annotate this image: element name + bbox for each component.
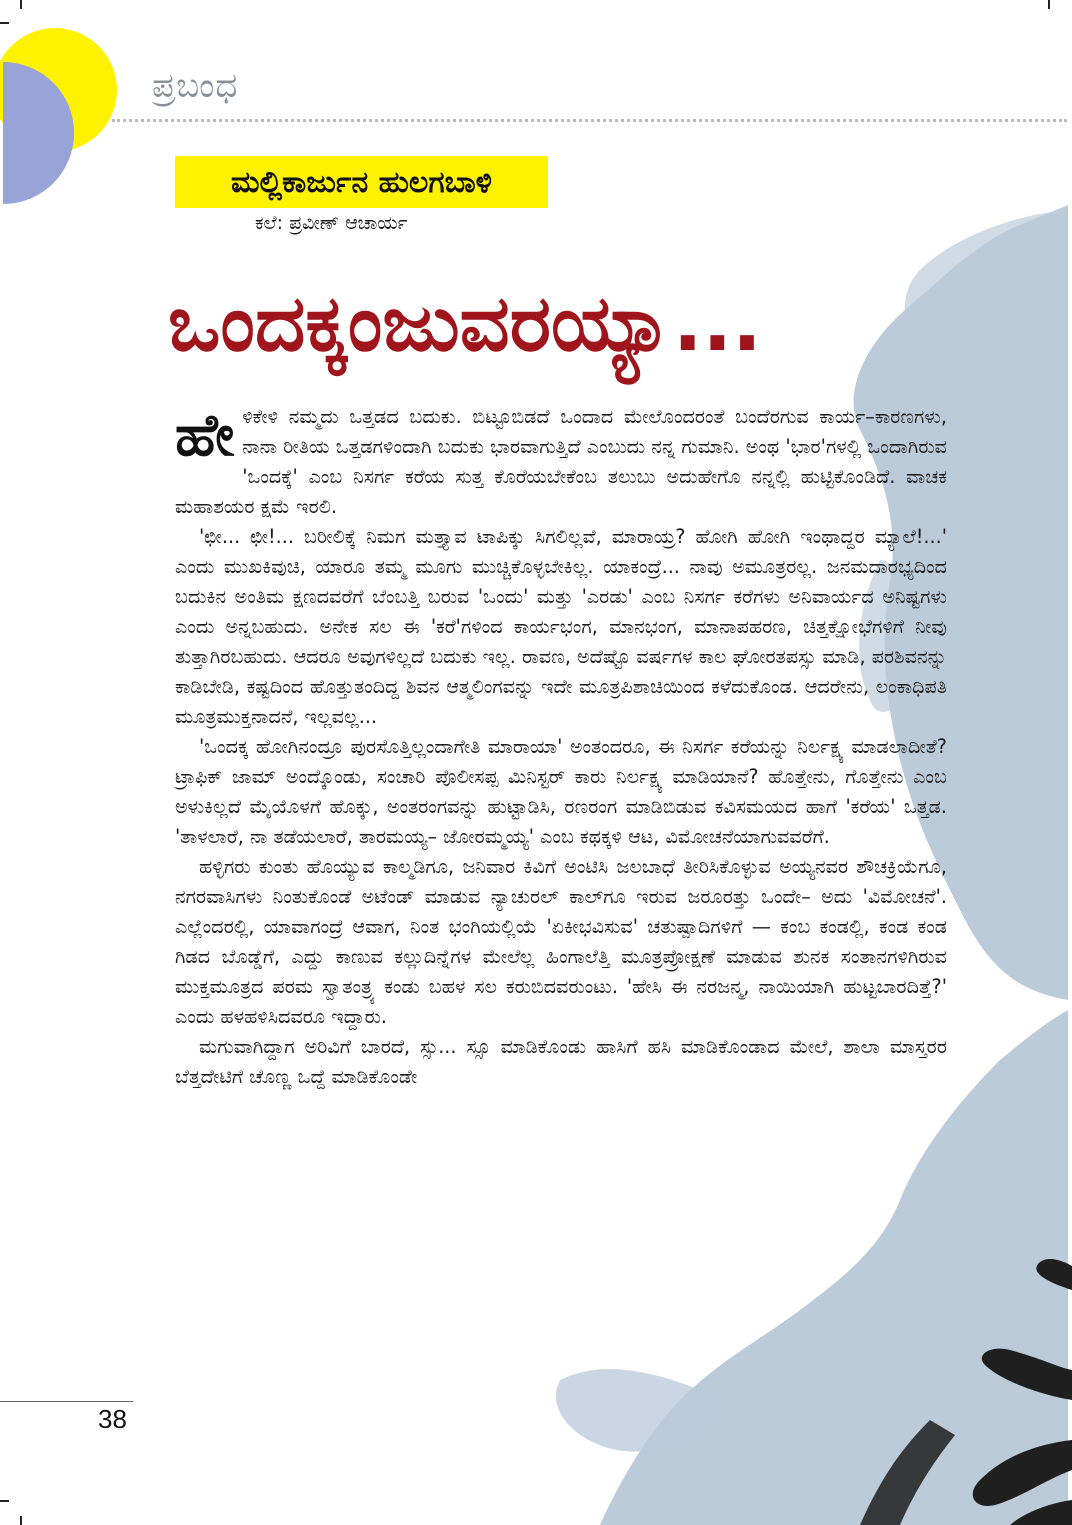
article-paragraph: 'ಒಂದಕ್ಕ ಹೋಗಿನಂದ್ರೂ ಪುರಸೊತ್ತಿಲ್ಲಂದಾಗೇತಿ ಮಾರಾಯಾ' ಅಂತಂದರೂ, ಈ ನಿಸರ್ಗ ಕರೆಯನ್ನು ನಿರ್ಲಕ್ಷ್ಯ ಮಾಡಲಾದೀತೆ? ಟ್ರಾಫಿಕ್ ಜಾಮ್ ಅಂದ್ಕೊಂಡು, ಸಂಚಾರಿ ಪೊಲೀಸಪ್ಪ ಮಿನಿಸ್ಟರ್ ಕಾರು ನಿರ್ಲಕ್ಷ್ಯ ಮಾಡಿಯಾನೆ? ಹೊತ್ತೇನು, ಗೊತ್ತೇನು ಎಂಬ ಅಳುಕಿಲ್ಲದೆ ಮೈಯೊಳಗೆ ಹೊಕ್ಕು, ಅಂತರಂಗವನ್ನು ಹುಟ್ಟಾಡಿಸಿ, ರಣರಂಗ ಮಾಡಿಬಿಡುವ ಕವಿಸಮಯದ ಹಾಗೆ 'ಕರೆಯ' ಒತ್ತಡ. 'ತಾಳಲಾರೆ, ನಾ ತಡೆಯಲಾರೆ, ತಾರಮಯ್ಯ– ಜೋರಮ್ಮಯ್ಯ' ಎಂಬ ಕಥಕ್ಕಳಿ ಆಟ, ವಿಮೋಚನೆಯಾಗುವವರೆಗೆ. — [175, 735, 947, 848]
crop-mark — [1048, 0, 1050, 9]
section-label: ಪ್ರಬಂಧ — [152, 66, 239, 106]
article-paragraph: ಹಳ್ಳಿಗರು ಕುಂತು ಹೊಯ್ಯುವ ಕಾಲ್ಮಡಿಗೂ, ಜನಿವಾರ ಕಿವಿಗೆ ಅಂಟಿಸಿ ಜಲಬಾಧೆ ತೀರಿಸಿಕೊಳ್ಳುವ ಅಯ್ಯನವರ ಶೌಚಕ್ರಿಯೆಗೂ, ನಗರವಾಸಿಗಳು ನಿಂತುಕೊಂಡೆ ಅಟೆಂಡ್ ಮಾಡುವ ನ್ಯಾಚುರಲ್ ಕಾಲ್‌ಗೂ ಇರುವ ಜರೂರತ್ತು ಒಂದೇ– ಅದು 'ವಿಮೋಚನೆ'. ಎಲ್ಲೆಂದರಲ್ಲಿ, ಯಾವಾಗಂದ್ರೆ ಆವಾಗ, ನಿಂತ ಭಂಗಿಯಲ್ಲಿಯೆ 'ಏಕೀಭವಿಸುವ' ಚತುಷ್ಪಾದಿಗಳಿಗೆ — ಕಂಬ ಕಂಡಲ್ಲಿ, ಕಂಡ ಕಂಡ ಗಿಡದ ಬೊಡ್ಡೆಗೆ, ಎದ್ದು ಕಾಣುವ ಕಲ್ಲುದಿನ್ನೆಗಳ ಮೇಲೆಲ್ಲ ಹಿಂಗಾಲೆತ್ತಿ ಮೂತ್ರಪ್ರೋಕ್ಷಣೆ ಮಾಡುವ ಶುನಕ ಸಂತಾನಗಳಿಗಿರುವ ಮುಕ್ತಮೂತ್ರದ ಪರಮ ಸ್ವಾತಂತ್ರ್ಯ ಕಂಡು ಬಹಳ ಸಲ ಕರುಬಿದವರುಂಟು. 'ಹೇಸಿ ಈ ನರಜನ್ಮ, ನಾಯಿಯಾಗಿ ಹುಟ್ಟಬಾರದಿತ್ತೆ?' ಎಂದು ಹಳಹಳಿಸಿದವರೂ ಇದ್ದಾರು. — [175, 855, 947, 1028]
first-paragraph-text: ಳಿಕೇಳಿ ನಮ್ಮದು ಒತ್ತಡದ ಬದುಕು. ಬಿಟ್ಟೂಬಿಡದೆ ಒಂದಾದ ಮೇಲೊಂದರಂತೆ ಬಂದೆರಗುವ ಕಾರ್ಯ–ಕಾರಣಗಳು, ನಾನಾ ರೀತಿಯ ಒತ್ತಡಗಳಿಂದಾಗಿ ಬದುಕು ಭಾರವಾಗುತ್ತಿದೆ ಎಂಬುದು ನನ್ನ ಗುಮಾನಿ. ಅಂಥ 'ಭಾರ'ಗಳಲ್ಲಿ ಒಂದಾಗಿರುವ 'ಒಂದಕ್ಕೆ' ಎಂಬ ನಿಸರ್ಗ ಕರೆಯ ಸುತ್ತ ಕೊರೆಯಬೇಕೆಂಬ ತಲುಬು ಅದುಹೇಗೊ ನನ್ನಲ್ಲಿ ಹುಟ್ಟಿಕೊಂಡಿದೆ. ವಾಚಕ ಮಹಾಶಯರ ಕ್ಷಮೆ ಇರಲಿ. — [175, 405, 947, 518]
author-name: ಮಲ್ಲಿಕಾರ್ಜುನ ಹುಲಗಬಾಳಿ — [230, 164, 493, 200]
author-highlight-box — [175, 156, 548, 208]
header-dotted-rule — [112, 119, 1067, 122]
page-number: 38 — [98, 1404, 127, 1434]
crop-mark — [0, 1500, 9, 1502]
crop-mark — [0, 22, 9, 24]
crop-mark — [20, 1516, 22, 1525]
page-number-rule — [0, 1401, 133, 1402]
article-paragraph — [175, 402, 947, 522]
art-credit: ಕಲೆ: ಪ್ರವೀಣ್ ಆಚಾರ್ಯ — [255, 212, 408, 234]
article-body — [175, 402, 947, 1092]
article-paragraph: 'ಛೀ... ಛೀ!... ಬರೀಲಿಕ್ಕೆ ನಿಮಗ ಮತ್ತ್ಯಾವ ಟಾಪಿಕ್ಕು ಸಿಗಲಿಲ್ಲವೆ, ಮಾರಾಯ್ರ? ಹೋಗಿ ಹೋಗಿ ಇಂಥಾದ್ದರ ಮ್ಯಾಲೆ!...' ಎಂದು ಮುಖಕಿವುಚಿ, ಯಾರೂ ತಮ್ಮ ಮೂಗು ಮುಚ್ಚಿಕೊಳ್ಳಬೇಕಿಲ್ಲ. ಯಾಕಂದ್ರೆ... ನಾವು ಅಮೂತ್ರರಲ್ಲ. ಜನಮದಾರಭ್ಯದಿಂದ ಬದುಕಿನ ಅಂತಿಮ ಕ್ಷಣದವರೆಗೆ ಬೆಂಬತ್ತಿ ಬರುವ 'ಒಂದು' ಮತ್ತು 'ಎರಡು' ಎಂಬ ನಿಸರ್ಗ ಕರೆಗಳು ಅನಿವಾರ್ಯದ ಅನಿಷ್ಟಗಳು ಎಂದು ಅನ್ನಬಹುದು. ಅನೇಕ ಸಲ ಈ 'ಕರೆ'ಗಳಿಂದ ಕಾರ್ಯಭಂಗ, ಮಾನಭಂಗ, ಮಾನಾಪಹರಣ, ಚಿತ್ತಕ್ಷೋಭೆಗಳಿಗೆ ನೀವು ತುತ್ತಾಗಿರಬಹುದು. ಆದರೂ ಅವುಗಳಿಲ್ಲದೆ ಬದುಕು ಇಲ್ಲ. ರಾವಣ, ಅದೆಷ್ಟೊ ವರ್ಷಗಳ ಕಾಲ ಘೋರತಪಸ್ಸು ಮಾಡಿ, ಪರಶಿವನನ್ನು ಕಾಡಿಬೇಡಿ, ಕಷ್ಟದಿಂದ ಹೊತ್ತುತಂದಿದ್ದ ಶಿವನ ಆತ್ಮಲಿಂಗವನ್ನು ಇದೇ ಮೂತ್ರಪಿಶಾಚಿಯಿಂದ ಕಳೆದುಕೊಂಡ. ಆದರೇನು, ಲಂಕಾಧಿಪತಿ ಮೂತ್ರಮುಕ್ತನಾದನೆ, ಇಲ್ಲವಲ್ಲ... — [175, 525, 947, 728]
crop-mark — [20, 0, 22, 9]
article-title: ಒಂದಕ್ಕಂಜುವರಯ್ಯಾ... — [168, 279, 762, 369]
article-paragraph: ಮಗುವಾಗಿದ್ದಾಗ ಅರಿವಿಗೆ ಬಾರದೆ, ಸ್ಸು... ಸ್ಸೂ ಮಾಡಿಕೊಂಡು ಹಾಸಿಗೆ ಹಸಿ ಮಾಡಿಕೊಂಡಾದ ಮೇಲೆ, ಶಾಲಾ ಮಾಸ್ತರರ ಬೆತ್ತದೇಟಿಗೆ ಚೊಣ್ಣ ಒದ್ದೆ ಮಾಡಿಕೊಂಡೇ — [175, 1035, 947, 1088]
drop-cap: ಹೇ — [175, 401, 235, 469]
